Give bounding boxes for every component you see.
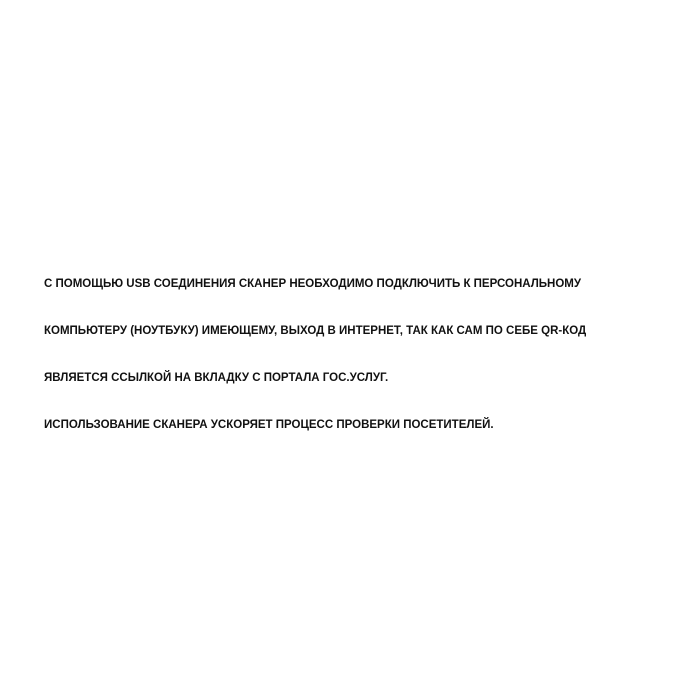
instruction-line-2: КОМПЬЮТЕРУ (НОУТБУКУ) ИМЕЮЩЕМУ, ВЫХОД В ИНТЕРНЕТ, ТАК КАК САМ ПО СЕБЕ QR-КОД: [44, 325, 587, 337]
instruction-line-4: ИСПОЛЬЗОВАНИЕ СКАНЕРА УСКОРЯЕТ ПРОЦЕСС ПРОВЕРКИ ПОСЕТИТЕЛЕЙ.: [44, 419, 494, 431]
instruction-text-block: [44, 272, 684, 437]
instruction-line-3: ЯВЛЯЕТСЯ ССЫЛКОЙ НА ВКЛАДКУ С ПОРТАЛА ГОС.УСЛУГ.: [44, 372, 389, 384]
instruction-line-1: С ПОМОЩЬЮ USB СОЕДИНЕНИЯ СКАНЕР НЕОБХОДИМО ПОДКЛЮЧИТЬ К ПЕРСОНАЛЬНОМУ: [44, 278, 582, 290]
